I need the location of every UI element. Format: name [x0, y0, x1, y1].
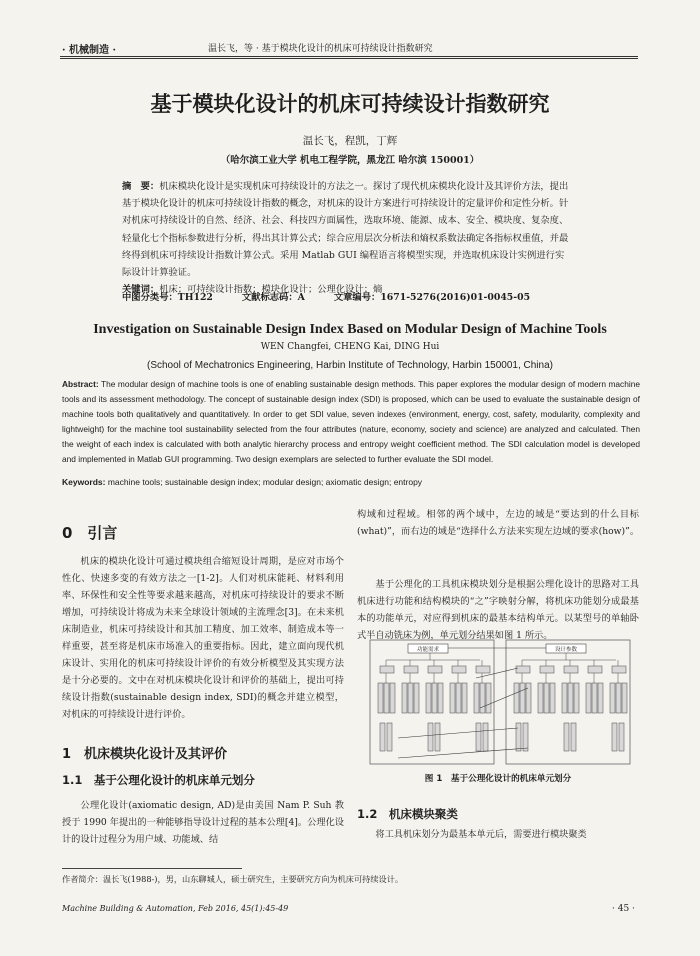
tree-node-leaf [435, 723, 440, 751]
tree-node-leaf [384, 683, 389, 713]
right-tree [514, 653, 627, 751]
tree-node-leaf [438, 683, 443, 713]
right-paragraph-2: 基于公理化的工具机床模块划分是根据公理化设计的思路对工具机床进行功能和结构模块的“之”字映射分解，将机床功能划分成最基本的功能单元，对应得到机床的最基本结构单元。以某型号的单轴卧式半自动铣床为例，单元划分结果如图 1 所示。 [357, 579, 639, 641]
section-1-2-heading: 1.2 机床模块聚类 [357, 807, 458, 821]
affiliation-cn: （哈尔滨工业大学 机电工程学院，黑龙江 哈尔滨 150001） [220, 155, 480, 166]
tree-node-leaf [592, 683, 597, 713]
abstract-cn [122, 178, 570, 298]
tree-node-level-2 [476, 666, 490, 673]
tree-node-leaf [380, 723, 385, 751]
tree-node-leaf [564, 723, 569, 751]
tree-node-leaf [378, 683, 383, 713]
tree-node-leaf [474, 683, 479, 713]
tree-node-leaf [598, 683, 603, 713]
affiliation-en: (School of Mechatronics Engineering, Harbin Institute of Technology, Harbin 150001, China) [147, 360, 553, 371]
tree-node-leaf [480, 683, 485, 713]
right-col-para3 [357, 826, 639, 843]
document-code: 文献标志码：A [241, 292, 305, 303]
tree-node-leaf [390, 683, 395, 713]
keywords-cn-text: 机床；可持续设计指数；模块化设计；公理化设计；熵 [159, 284, 383, 296]
right-col-para1 [357, 506, 639, 540]
tree-node-level-2 [564, 666, 578, 673]
section-1-1-paragraph: 公理化设计(axiomatic design, AD)是由美国 Nam P. Suh 教授于 1990 年提出的一种能够指导设计过程的基本公理[4]。公理化设计的设计过程分为用户域、功能域、结 [62, 800, 344, 845]
tree-node-leaf [426, 683, 431, 713]
keywords-en [62, 477, 422, 487]
tree-node-leaf [483, 723, 488, 751]
tree-node-leaf [516, 723, 521, 751]
right-col-para2 [357, 576, 639, 644]
tree-node-leaf [476, 723, 481, 751]
tree-node-leaf [486, 683, 491, 713]
tree-node-level-2 [380, 666, 394, 673]
left-root-label: 功能需求 [416, 647, 440, 653]
section-1-1-body [62, 797, 344, 848]
abstract-en-text: The modular design of machine tools is one of enabling sustainable design methods. This paper explores the modular design of modern machine tools and its assessment methodology. The concept of sustainable design index (SDI) is proposed, which can be used to evaluate the sustainable design of machine tools both qualitatively and quantitatively. In order to get SDI value, seven indexes (environment, energy, cost, safety, modularity, complexity and lightweight) for the machine tool sustainability selected from the four attributes (nature, economy, society and science) are analyzed and calculated. Then the weight of each index is calculated with both analytic hierarchy process and entropy weight coefficient method. The SDI calculation model is developed and implemented in Matlab GUI programming. Two design exemplars are selected to further evaluate the SDI model. [62, 379, 640, 464]
tree-node-leaf [523, 723, 528, 751]
classification-meta [122, 289, 556, 303]
tree-node-leaf [428, 723, 433, 751]
section-1-1-heading: 1.1 基于公理化设计的机床单元划分 [62, 773, 255, 787]
running-header-section: · 机械制造 · [62, 45, 116, 56]
tree-node-leaf [414, 683, 419, 713]
keywords-en-label: Keywords: [62, 477, 106, 487]
clc-number: 中图分类号：TH122 [122, 292, 213, 303]
tree-node-leaf [562, 683, 567, 713]
page-number: · 45 · [612, 904, 635, 914]
tree-node-leaf [586, 683, 591, 713]
tree-node-level-2 [612, 666, 626, 673]
tree-node-level-2 [516, 666, 530, 673]
article-number: 文章编号：1671-5276(2016)01-0045-05 [333, 292, 531, 303]
tree-node-leaf [456, 683, 461, 713]
right-paragraph-1: 构域和过程域。相邻的两个域中，左边的域是“要达到的什么目标(what)”，而右边的域是“选择什么方法来实现左边域的要求(how)”。 [357, 509, 640, 537]
section-0-paragraph: 机床的模块化设计可通过模块组合缩短设计周期，是应对市场个性化、快速多变的有效方法之一[1-2]。人们对机床能耗、材料利用率、环保性和安全性等要求越来越高，对机床可持续设计的要求不断增加，可持续设计将成为未来全球设计领域的主流理念[3]。在未来机床制造业，机床可持续设计和其加工精度、加工效率、制造成本等一样重要，甚至将是机床市场准入的重要指标。因此，建立面向现代机床设计、实用化的机床可持续设计评价的有效分析模型及其实现方法是十分必要的。文中在对机床模块化设计和评价的基础上，提出可持续设计指数(sustainable design index, SDI)的概念并建立模型，对机床的可持续设计进行评价。 [62, 556, 344, 720]
paper-title-cn: 基于模块化设计的机床可持续设计指数研究 [150, 92, 550, 116]
tree-node-leaf [520, 683, 525, 713]
tree-node-leaf [432, 683, 437, 713]
tree-node-leaf [616, 683, 621, 713]
mapping-arrow [398, 748, 528, 758]
authors-cn: 温长飞，程凯，丁辉 [302, 135, 398, 147]
tree-node-leaf [568, 683, 573, 713]
tree-node-leaf [619, 723, 624, 751]
tree-node-leaf [526, 683, 531, 713]
tree-node-leaf [462, 683, 467, 713]
tree-node-leaf [402, 683, 407, 713]
paper-title-en: Investigation on Sustainable Design Index Based on Modular Design of Machine Tools [93, 322, 607, 337]
abstract-en [62, 377, 640, 467]
tree-node-leaf [538, 683, 543, 713]
tree-node-leaf [450, 683, 455, 713]
right-root-label: 设计参数 [554, 647, 578, 653]
tree-node-leaf [550, 683, 555, 713]
abstract-cn-text: 机床模块化设计是实现机床可持续设计的方法之一。探讨了现代机床模块化设计及其评价方法，提出基于模块化设计的机床可持续设计指数的概念，对机床的设计方案进行可持续设计的定量评价和定性分析。针对机床可持续设计的自然、经济、社会、科技四方面属性，选取环境、能源、成本、安全、模块度、复杂度、轻量化七个指标参数进行分析，得出其计算公式；综合应用层次分析法和熵权系数法确定各指标权重值，并最终得到机床可持续设计指数计算公式。采用 Matlab GUI 编程语言将模型实现，并选取机床设计实例进行实际设计计算验证。 [122, 181, 569, 279]
header-rule-2 [60, 58, 638, 59]
keywords-cn-label: 关键词： [122, 284, 160, 296]
tree-node-leaf [622, 683, 627, 713]
tree-node-leaf [574, 683, 579, 713]
tree-node-leaf [408, 683, 413, 713]
tree-node-level-2 [404, 666, 418, 673]
abstract-cn-label: 摘 要： [122, 181, 160, 192]
tree-node-leaf [544, 683, 549, 713]
tree-node-leaf [612, 723, 617, 751]
right-paragraph-3: 将工具机床划分为最基本单元后，需要进行模块聚类 [375, 829, 587, 840]
mapping-arrow [398, 728, 518, 738]
keywords-en-text: machine tools; sustainable design index; modular design; axiomatic design; entropy [107, 477, 423, 487]
figure-1-caption: 图 1 基于公理化设计的机床单元划分 [424, 774, 572, 784]
tree-node-leaf [387, 723, 392, 751]
author-footnote: 作者简介：温长飞(1988-)，男，山东聊城人，硕士研究生，主要研究方向为机床可持续设计。 [62, 874, 404, 884]
section-0-body [62, 553, 344, 723]
tree-node-level-2 [540, 666, 554, 673]
tree-node-leaf [571, 723, 576, 751]
footnote-rule [62, 868, 242, 869]
tree-node-level-2 [588, 666, 602, 673]
tree-node-leaf [514, 683, 519, 713]
figure-1-unit-division-diagram [368, 638, 632, 766]
section-0-heading: 0 引言 [62, 524, 118, 542]
tree-node-leaf [610, 683, 615, 713]
abstract-en-label: Abstract: [62, 379, 99, 389]
running-header-title: 温长飞，等 · 基于模块化设计的机床可持续设计指数研究 [208, 44, 433, 54]
authors-en: WEN Changfei, CHENG Kai, DING Hui [260, 342, 440, 352]
tree-node-level-2 [452, 666, 466, 673]
journal-citation: Machine Building & Automation, Feb 2016, 45(1):45-49 [62, 904, 289, 913]
section-1-heading: 1 机床模块化设计及其评价 [62, 747, 228, 762]
left-tree [378, 653, 491, 751]
header-rule [60, 56, 638, 57]
tree-node-level-2 [428, 666, 442, 673]
